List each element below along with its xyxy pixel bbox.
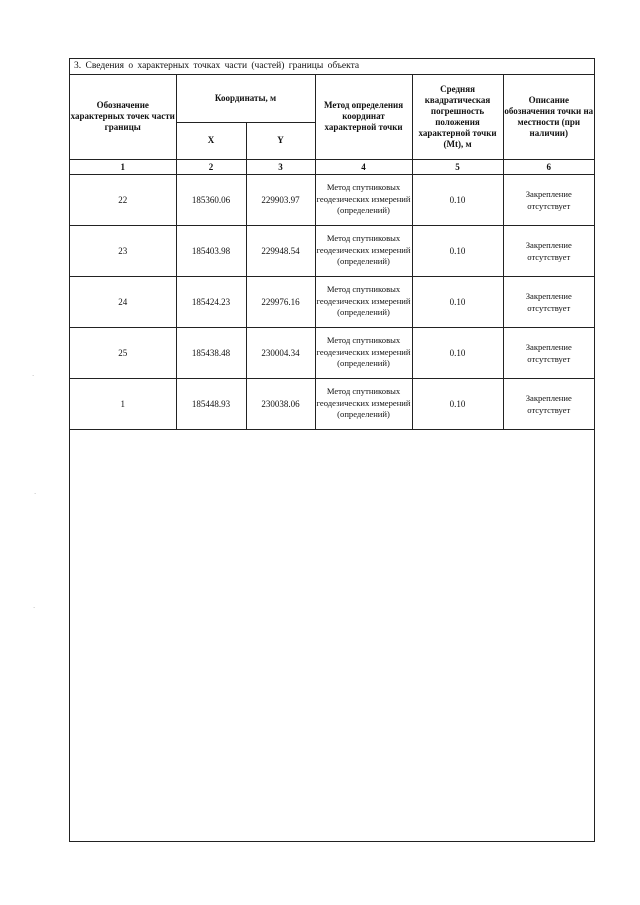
method-cell: Метод спутниковых геодезических измерений (определений) <box>315 225 412 276</box>
table-row <box>70 276 594 327</box>
description-cell: Закрепление отсутствует <box>503 225 594 276</box>
column-number: 3 <box>246 159 315 174</box>
header-accuracy: Средняя квадратическая погрешность положения характерной точки (Mt), м <box>412 75 503 159</box>
scan-artifact: · <box>32 372 35 380</box>
header-row <box>70 75 594 122</box>
coordinate-y-cell: 229948.54 <box>246 225 315 276</box>
description-cell: Закрепление отсутствует <box>503 174 594 225</box>
description-cell: Закрепление отсутствует <box>503 327 594 378</box>
column-number: 6 <box>503 159 594 174</box>
method-cell: Метод спутниковых геодезических измерений (определений) <box>315 276 412 327</box>
column-number-row <box>70 159 594 174</box>
document-frame <box>69 58 595 842</box>
column-number: 5 <box>412 159 503 174</box>
column-number: 2 <box>176 159 246 174</box>
column-number: 1 <box>70 159 176 174</box>
coordinate-y-cell: 229976.16 <box>246 276 315 327</box>
point-designation-cell: 22 <box>70 174 176 225</box>
header-coordinates: Координаты, м <box>176 75 315 122</box>
accuracy-cell: 0.10 <box>412 174 503 225</box>
coordinate-x-cell: 185438.48 <box>176 327 246 378</box>
coordinate-x-cell: 185360.06 <box>176 174 246 225</box>
table-row <box>70 327 594 378</box>
point-designation-cell: 25 <box>70 327 176 378</box>
points-table <box>70 75 594 430</box>
header-y: Y <box>246 122 315 159</box>
point-designation-cell: 24 <box>70 276 176 327</box>
accuracy-cell: 0.10 <box>412 225 503 276</box>
accuracy-cell: 0.10 <box>412 276 503 327</box>
table-row <box>70 378 594 429</box>
method-cell: Метод спутниковых геодезических измерений (определений) <box>315 378 412 429</box>
table-row <box>70 174 594 225</box>
coordinate-y-cell: 230038.06 <box>246 378 315 429</box>
description-cell: Закрепление отсутствует <box>503 276 594 327</box>
coordinate-x-cell: 185424.23 <box>176 276 246 327</box>
header-x: X <box>176 122 246 159</box>
column-number: 4 <box>315 159 412 174</box>
accuracy-cell: 0.10 <box>412 327 503 378</box>
method-cell: Метод спутниковых геодезических измерений (определений) <box>315 174 412 225</box>
scan-artifact: · <box>34 490 37 498</box>
point-designation-cell: 1 <box>70 378 176 429</box>
section-title: 3. Сведения о характерных точках части (частей) границы объекта <box>70 59 594 75</box>
description-cell: Закрепление отсутствует <box>503 378 594 429</box>
accuracy-cell: 0.10 <box>412 378 503 429</box>
header-method: Метод определения координат характерной точки <box>315 75 412 159</box>
header-description: Описание обозначения точки на местности (при наличии) <box>503 75 594 159</box>
coordinate-y-cell: 230004.34 <box>246 327 315 378</box>
coordinate-x-cell: 185403.98 <box>176 225 246 276</box>
coordinate-y-cell: 229903.97 <box>246 174 315 225</box>
point-designation-cell: 23 <box>70 225 176 276</box>
table-row <box>70 225 594 276</box>
scan-artifact: · <box>33 604 36 612</box>
method-cell: Метод спутниковых геодезических измерений (определений) <box>315 327 412 378</box>
coordinate-x-cell: 185448.93 <box>176 378 246 429</box>
header-designation: Обозначение характерных точек части границы <box>70 75 176 159</box>
